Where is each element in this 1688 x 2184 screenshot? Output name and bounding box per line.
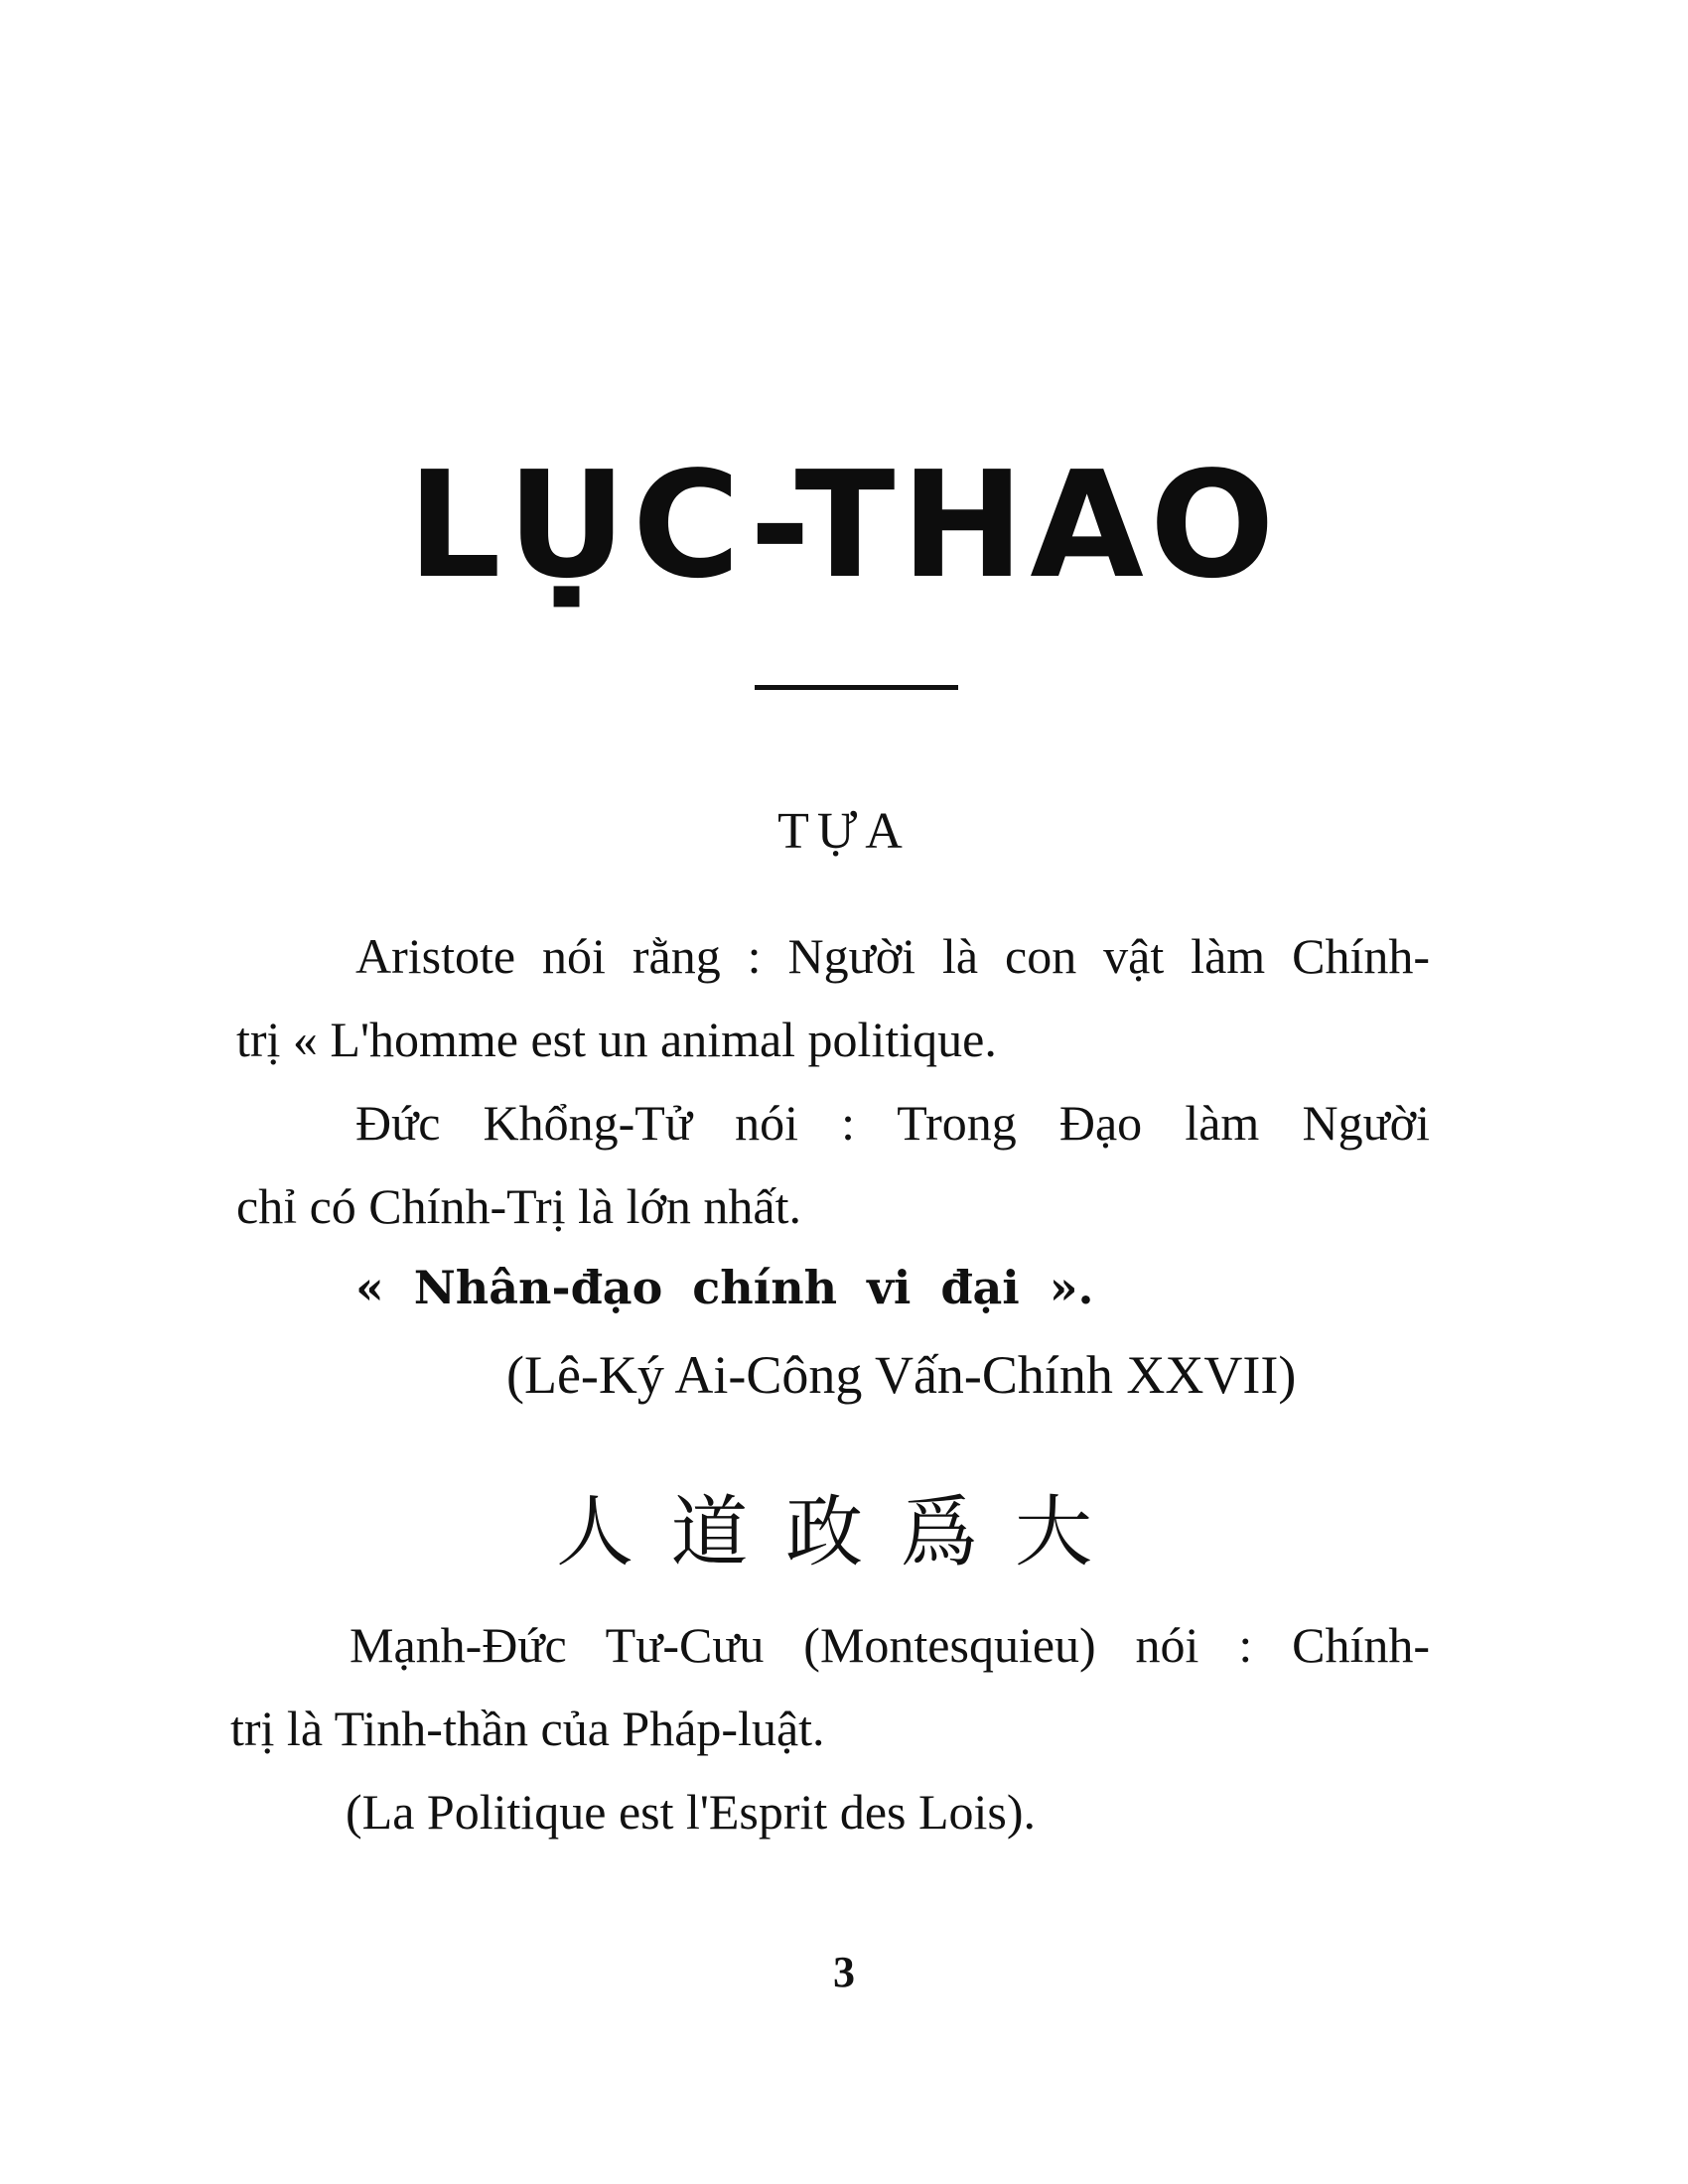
confucius-line-1: Đức Khổng-Tử nói : Trong Đạo làm Người	[355, 1095, 1430, 1151]
section-heading: TỰA	[777, 803, 911, 860]
confucius-line-2: chỉ có Chính-Trị là lớn nhất.	[236, 1178, 801, 1234]
aristotle-line-1: Aristote nói rằng : Người là con vật làm Chính-	[355, 928, 1430, 984]
vietnamese-quote: « Nhân-đạo chính vi đại ».	[355, 1261, 1094, 1314]
page-number: 3	[833, 1948, 855, 1996]
aristotle-line-2: trị « L'homme est un animal politique.	[236, 1012, 997, 1067]
montesquieu-line-2: trị là Tinh-thần của Pháp-luật.	[230, 1701, 825, 1756]
french-quote: (La Politique est l'Esprit des Lois).	[346, 1784, 1037, 1840]
citation: (Lê-Ký Ai-Công Vấn-Chính XXVII)	[506, 1345, 1297, 1405]
montesquieu-line-1: Mạnh-Đức Tư-Cưu (Montesquieu) nói : Chính-	[350, 1617, 1430, 1673]
title-divider	[755, 685, 958, 690]
page-title: LỤC-THAO	[407, 440, 1281, 611]
chinese-quote: 人道政爲大	[556, 1488, 1092, 1577]
